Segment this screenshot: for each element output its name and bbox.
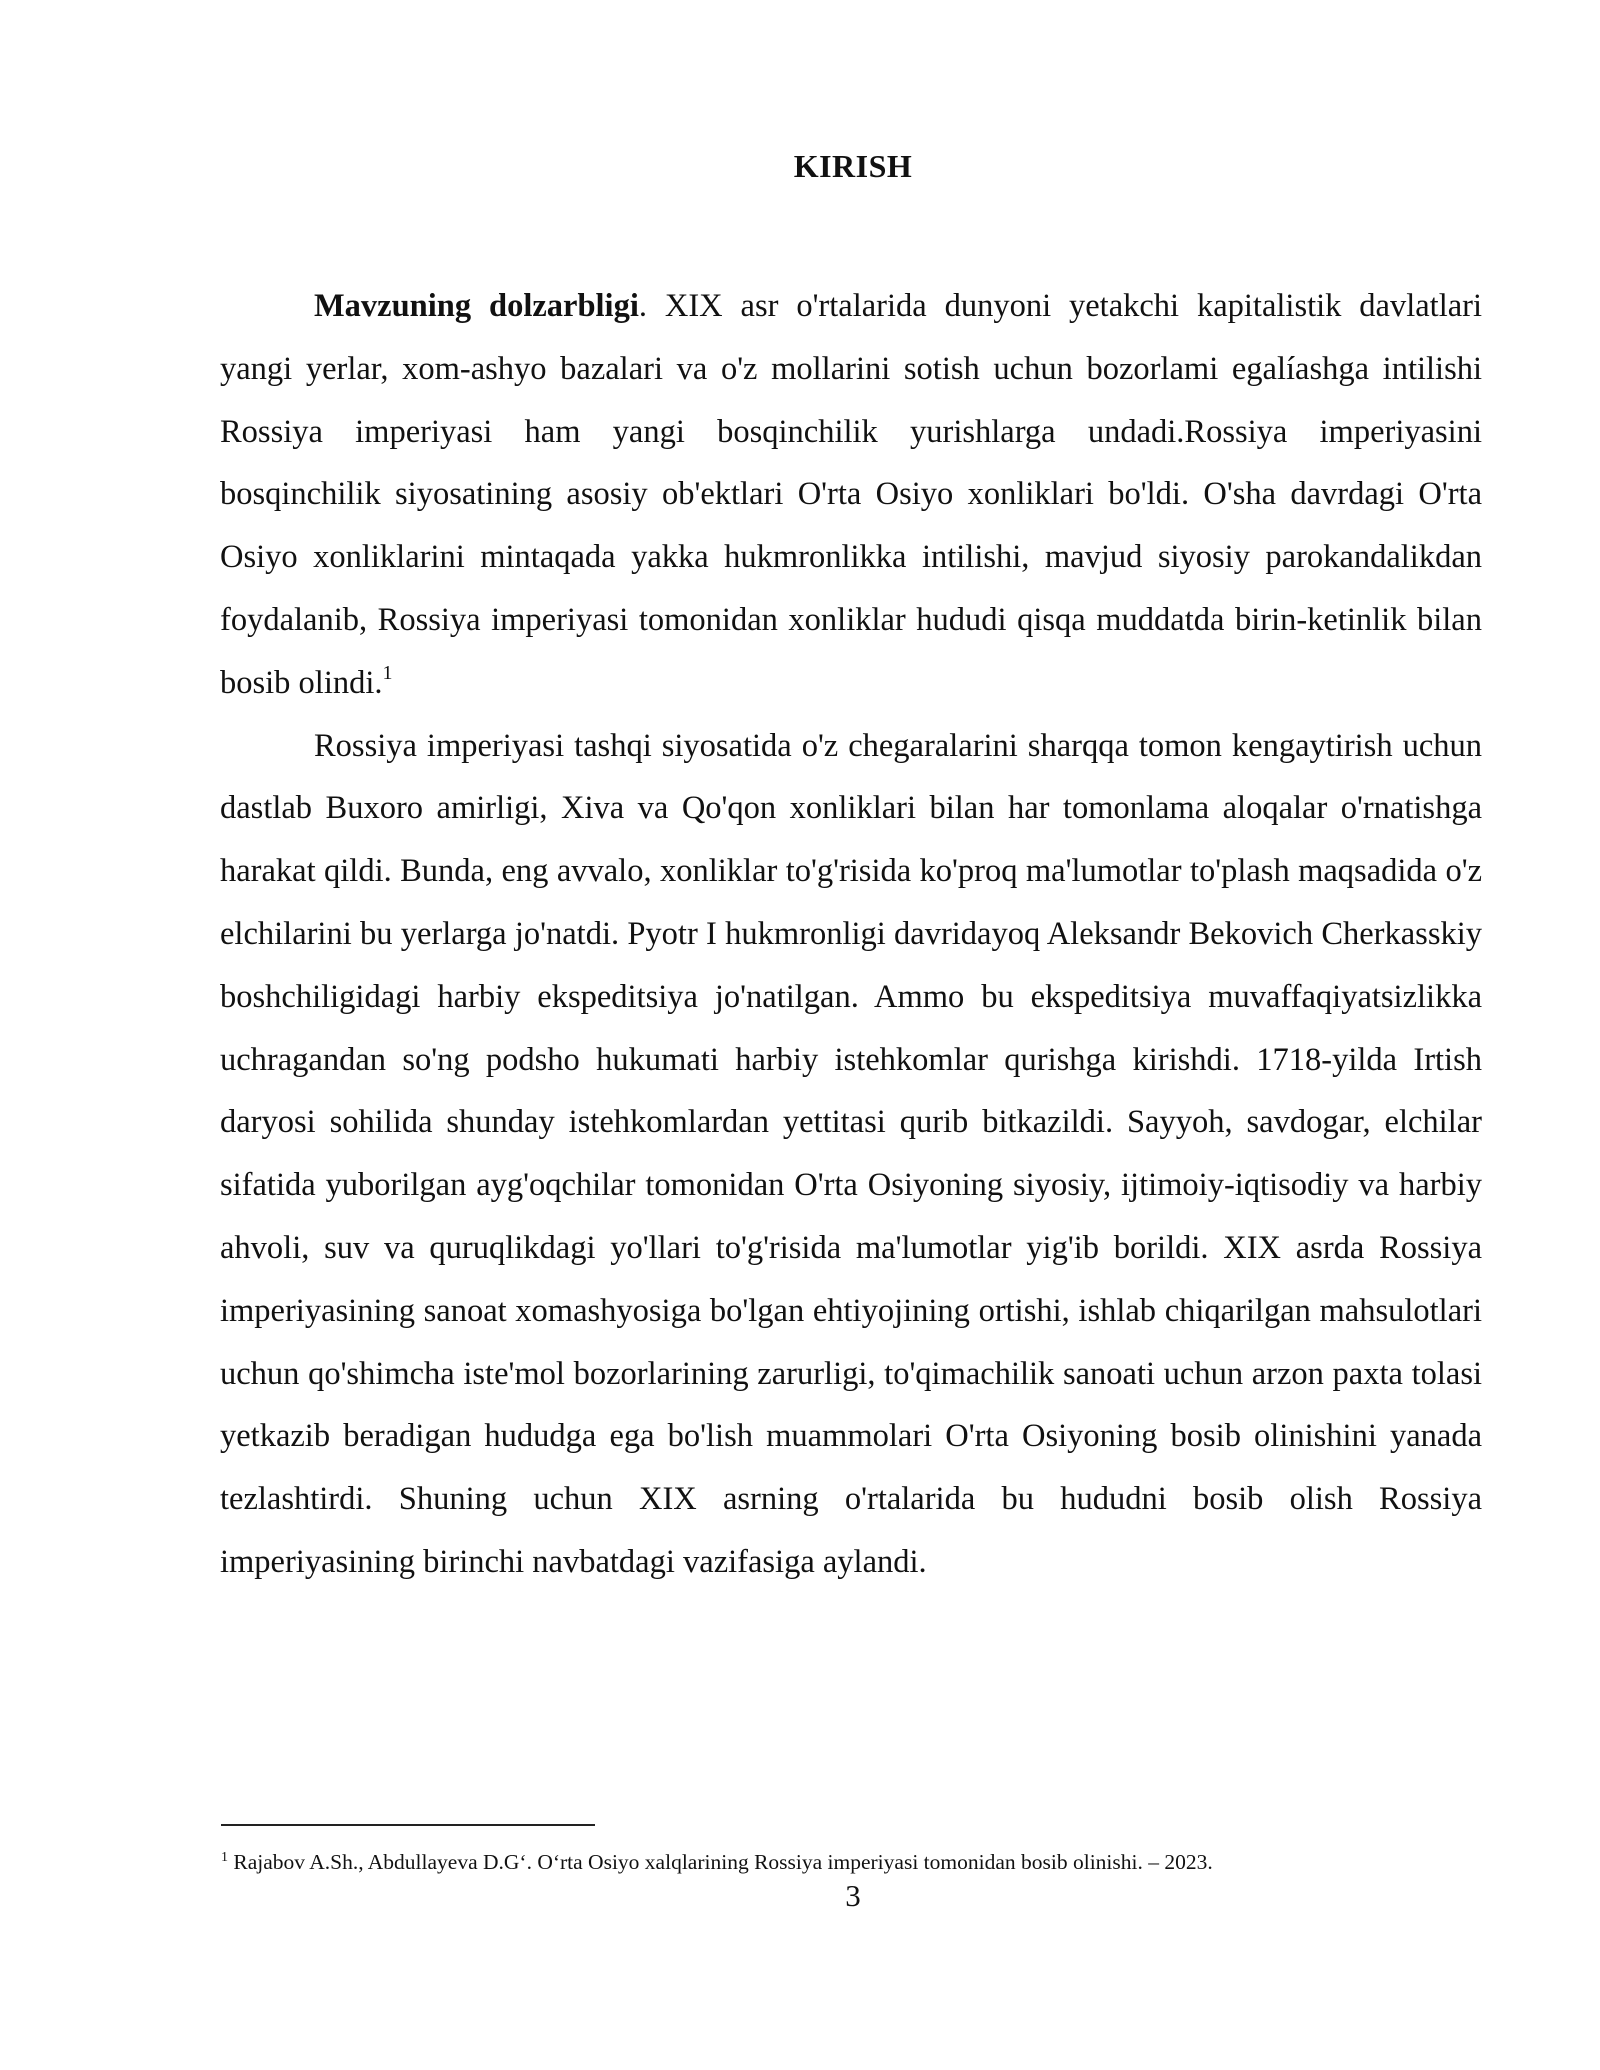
- body-text: [220, 275, 1482, 1594]
- footnote-reference[interactable]: 1: [382, 661, 393, 684]
- paragraph-text: . XIX asr o'rtalarida dunyoni yetakchi kapitalistik davlatlari yangi yerlar, xom-ashyo bazalari va o'z mollarini sotish uchun bozorlami egalíashga intilishi Rossiya imperiyasi ham yangi bosqinchilik yurishlarga undadi.Rossiya imperiyasini bosqinchilik siyosatining asosiy ob'ektlari O'rta Osiyo xonliklari bo'ldi. O'sha davrdagi O'rta Osiyo xonliklarini mintaqada yakka hukmronlikka intilishi, mavjud siyosiy parokandalikdan foydalanib, Rossiya imperiyasi tomonidan xonliklar hududi qisqa muddatda birin-ketinlik bilan bosib olindi.: [220, 288, 1482, 701]
- paragraph-relevance: [220, 275, 1482, 715]
- footnote-text: Rajabov A.Sh., Abdullayeva D.G‘. O‘rta Osiyo xalqlarining Rossiya imperiyasi tomonidan bosib olinishi. – 2023.: [228, 1850, 1213, 1874]
- footnote-separator: [221, 1824, 595, 1826]
- footnote-number: 1: [221, 1849, 228, 1865]
- paragraph-history: [220, 715, 1482, 1594]
- page-heading: KIRISH: [793, 148, 913, 184]
- page-number: 3: [845, 1878, 861, 1913]
- paragraph-text: Rossiya imperiyasi tashqi siyosatida o'z chegaralarini sharqqa tomon kengaytirish uchun dastlab Buxoro amirligi, Xiva va Qo'qon xonliklari bilan har tomonlama aloqalar o'rnatishga harakat qildi. Bunda, eng avvalo, xonliklar to'g'risida ko'proq ma'lumotlar to'plash maqsadida o'z elchilarini bu yerlarga jo'natdi. Pyotr I hukmronligi davridayoq Aleksandr Bekovich Cherkasskiy boshchiligidagi harbiy ekspeditsiya jo'natilgan. Ammo bu ekspeditsiya muvaffaqiyatsizlikka uchragandan so'ng podsho hukumati harbiy istehkomlar qurishga kirishdi. 1718-yilda Irtish daryosi sohilida shunday istehkomlardan yettitasi qurib bitkazildi. Sayyoh, savdogar, elchilar sifatida yuborilgan ayg'oqchilar tomonidan O'rta Osiyoning siyosiy, ijtimoiy-iqtisodiy va harbiy ahvoli, suv va quruqlikdagi yo'llari to'g'risida ma'lumotlar yig'ib borildi. XIX asrda Rossiya imperiyasining sanoat xomashyosiga bo'lgan ehtiyojining ortishi, ishlab chiqarilgan mahsulotlari uchun qo'shimcha iste'mol bozorlarining zarurligi, to'qimachilik sanoati uchun arzon paxta tolasi yetkazib beradigan hududga ega bo'lish muammolari O'rta Osiyoning bosib olinishini yanada tezlashtirdi. Shuning uchun XIX asrning o'rtalarida bu hududni bosib olish Rossiya imperiyasining birinchi navbatdagi vazifasiga aylandi.: [220, 727, 1482, 1580]
- footnote: [221, 1848, 1521, 1876]
- paragraph-lead-term: Mavzuning dolzarbligi: [314, 288, 639, 324]
